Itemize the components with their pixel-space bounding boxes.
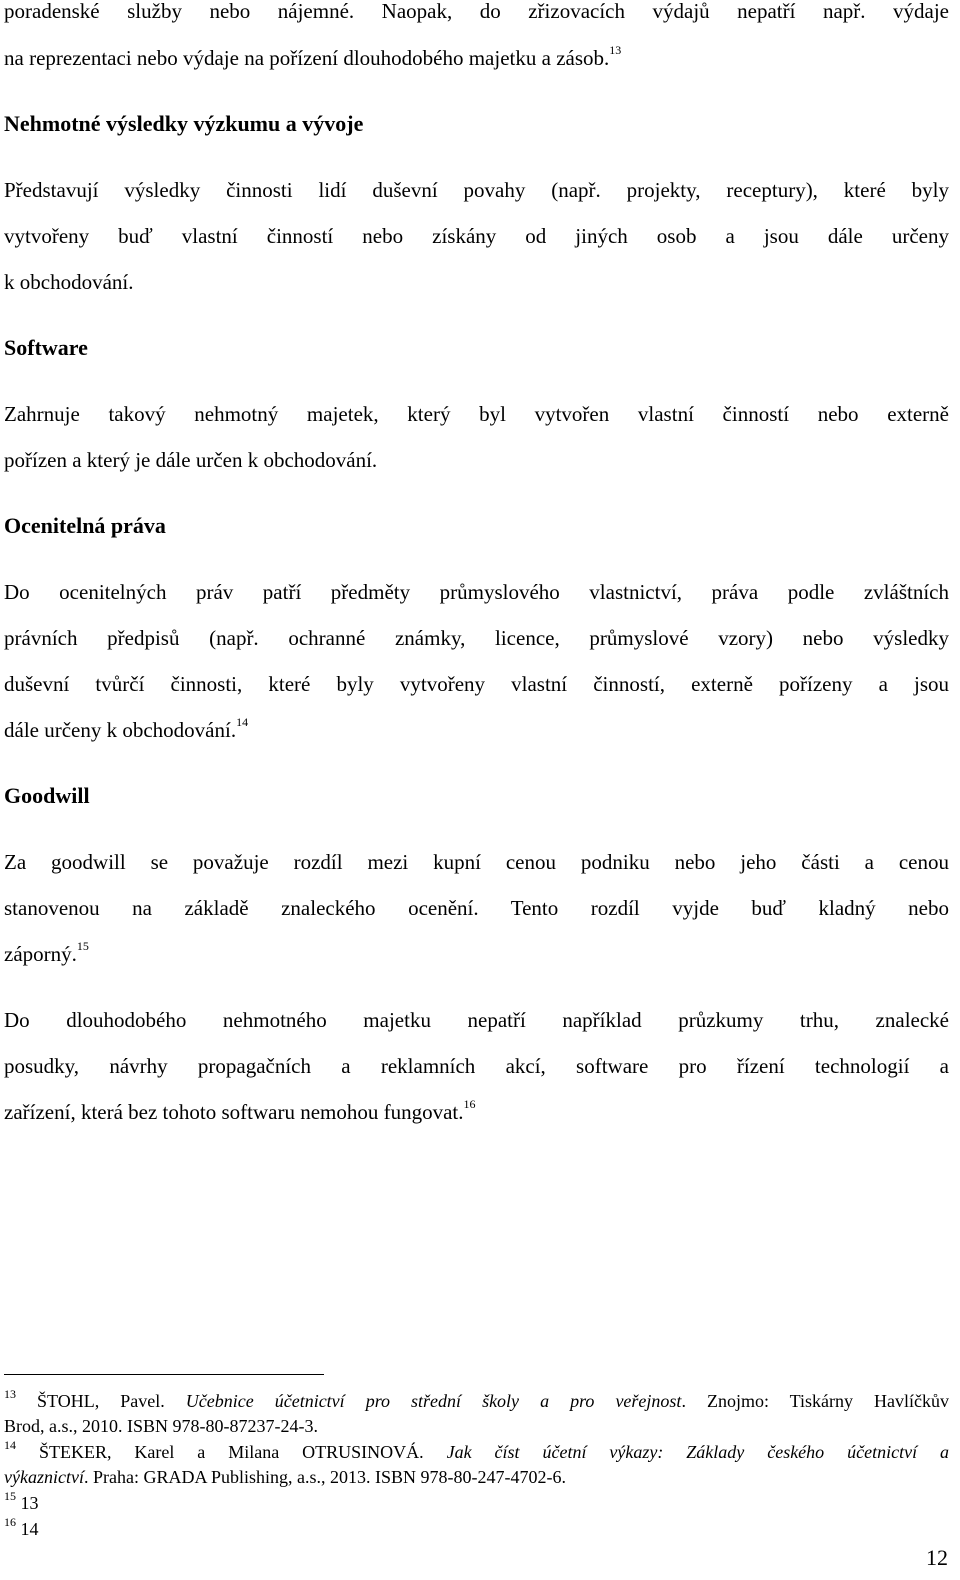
paragraph-line: Do dlouhodobého nehmotného majetku nepatří například průzkumy trhu, znalecké: [4, 1008, 949, 1032]
section-heading: Software: [4, 335, 88, 360]
paragraph-line: dále určeny k obchodování.$^{14}$: [4, 715, 249, 742]
footnote-13: $^{13}$ ŠTOHL, Pavel. Učebnice účetnictví pro střední školy a pro veřejnost. Znojmo: Tiskárny Havlíčkův: [4, 1387, 949, 1411]
section-heading: Ocenitelná práva: [4, 513, 166, 538]
paragraph-line: vytvořeny buď vlastní činností nebo získány od jiných osob a jsou dále určeny: [4, 224, 949, 248]
paragraph-line: Představují výsledky činnosti lidí duševní povahy (např. projekty, receptury), které byly: [4, 178, 949, 202]
paragraph-line: stanovenou na základě znaleckého ocenění. Tento rozdíl vyjde buď kladný nebo: [4, 896, 949, 920]
page-number: 12: [926, 1545, 948, 1570]
paragraph-line: právních předpisů (např. ochranné známky, licence, průmyslové vzory) nebo výsledky: [4, 626, 949, 650]
footnote-separator: [4, 1374, 324, 1375]
paragraph-line: posudky, návrhy propagačních a reklamních akcí, software pro řízení technologií a: [4, 1054, 949, 1078]
paragraph-line: duševní tvůrčí činnosti, které byly vytvořeny vlastní činností, externě pořízeny a jsou: [4, 672, 949, 696]
footnote-ref: 16: [463, 1097, 476, 1111]
footnote-ref: 14: [236, 715, 249, 729]
paragraph-line: na reprezentaci nebo výdaje na pořízení dlouhodobého majetku a zásob.$^{13}$: [4, 43, 622, 70]
section-heading: Goodwill: [4, 783, 90, 808]
footnote-16: $^{16}$ 14: [4, 1515, 39, 1539]
section-heading: Nehmotné výsledky výzkumu a vývoje: [4, 111, 364, 136]
paragraph-line: pořízen a který je dále určen k obchodování.: [4, 448, 378, 472]
paragraph-line: Za goodwill se považuje rozdíl mezi kupní cenou podniku nebo jeho části a cenou: [4, 850, 949, 874]
footnote-13-cont: Brod, a.s., 2010. ISBN 978-80-87237-24-3.: [4, 1416, 318, 1436]
paragraph-line: k obchodování.: [4, 270, 134, 294]
paragraph-line: poradenské služby nebo nájemné. Naopak, do zřizovacích výdajů nepatří např. výdaje: [4, 0, 949, 23]
footnote-ref: 13: [609, 43, 622, 57]
paragraph-line: zařízení, která bez tohoto softwaru nemohou fungovat.$^{16}$: [4, 1097, 476, 1124]
paragraph-line: Do ocenitelných práv patří předměty průmyslového vlastnictví, práva podle zvláštních: [4, 580, 949, 604]
footnote-14: $^{14}$ ŠTEKER, Karel a Milana OTRUSINOVÁ. Jak číst účetní výkazy: Základy českého účetnictví a: [4, 1438, 950, 1462]
paragraph-line: záporný.$^{15}$: [4, 939, 89, 966]
footnote-14-cont: výkaznictví. Praha: GRADA Publishing, a.s., 2013. ISBN 978-80-247-4702-6.: [4, 1467, 566, 1487]
footnote-15: $^{15}$ 13: [4, 1489, 39, 1513]
paragraph-line: Zahrnuje takový nehmotný majetek, který byl vytvořen vlastní činností nebo externě: [4, 402, 949, 426]
footnote-ref: 15: [76, 939, 89, 953]
